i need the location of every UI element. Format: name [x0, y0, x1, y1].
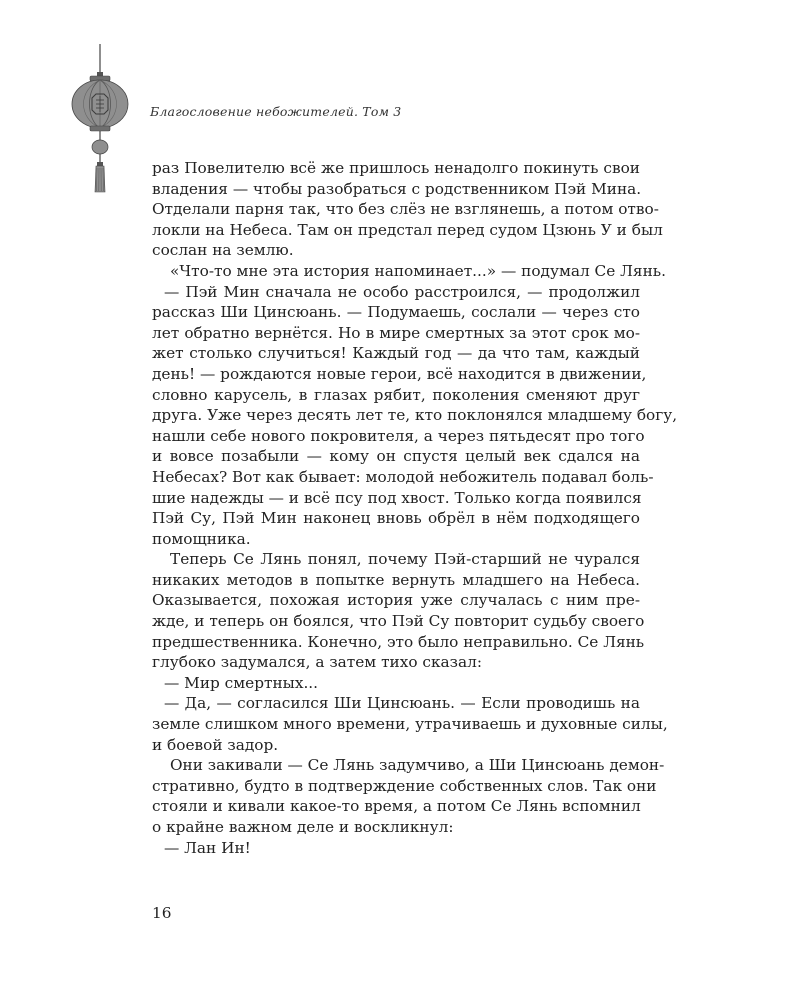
text-line: — Мир смертных... — [164, 673, 319, 692]
text-line: нашли себе нового покровителя, а через пятьдесят про того — [152, 426, 645, 445]
text-line: Отделали парня так, что без слёз не взглянешь, а потом отво- — [152, 200, 659, 219]
text-line: шие надежды — и всё псу под хвост. Только когда появился — [152, 488, 642, 507]
text-line: помощника. — [152, 529, 251, 548]
text-line: «Что-то мне эта история напоминает...» — подумал Се Лянь. — [170, 261, 666, 280]
text-line: Оказывается, похожая история уже случалась с ним пре- — [152, 591, 640, 610]
text-line: сослан на землю. — [152, 241, 294, 260]
page-number: 16 — [152, 904, 172, 922]
body-text — [152, 158, 678, 858]
text-line: Они закивали — Се Лянь задумчиво, а Ши Цинсюань демон- — [170, 756, 665, 775]
text-line: — Лан Ин! — [164, 838, 251, 857]
text-line: локли на Небеса. Там он предстал перед судом Цзюнь У и был — [152, 220, 663, 239]
text-line: стояли и кивали какое-то время, а потом Се Лянь вспомнил — [152, 797, 641, 816]
text-line: предшественника. Конечно, это было неправильно. Се Лянь — [152, 632, 645, 651]
text-line: о крайне важном деле и воскликнул: — [152, 818, 454, 836]
text-line: стративно, будто в подтверждение собственных слов. Так они — [152, 776, 657, 795]
text-line: Теперь Се Лянь понял, почему Пэй-старший не чурался — [170, 550, 640, 569]
text-line: лет обратно вернётся. Но в мире смертных за этот срок мо- — [152, 323, 640, 342]
text-line: жет столько случиться! Каждый год — да что там, каждый — [152, 344, 640, 363]
text-line: — Пэй Мин сначала не особо расстроился, — продолжил — [164, 282, 640, 301]
text-line: Пэй Су, Пэй Мин наконец вновь обрёл в нём подходящего — [152, 509, 640, 528]
hanging-lantern-icon — [70, 44, 130, 196]
text-line: день! — рождаются новые герои, всё находится в движении, — [152, 364, 647, 383]
text-line: земле слишком много времени, утрачиваешь и духовные силы, — [152, 715, 668, 734]
text-line: никаких методов в попытке вернуть младшего на Небеса. — [152, 570, 640, 589]
text-line: словно карусель, в глазах рябит, поколения сменяют друг — [152, 385, 640, 404]
text-line: раз Повелителю всё же пришлось ненадолго покинуть свои — [152, 159, 640, 177]
text-line: и боевой задор. — [152, 735, 279, 754]
text-line: глубоко задумался, а затем тихо сказал: — [152, 653, 483, 672]
text-line: жде, и теперь он боялся, что Пэй Су повторит судьбу своего — [152, 612, 645, 631]
text-line: владения — чтобы разобраться с родственником Пэй Мина. — [152, 179, 642, 198]
text-line: и вовсе позабыли — кому он спустя целый век сдался на — [152, 447, 640, 466]
text-line: — Да, — согласился Ши Цинсюань. — Если проводишь на — [164, 694, 640, 713]
text-line: друга. Уже через десять лет те, кто поклонялся младшему богу, — [152, 406, 678, 425]
running-title: Благословение небожителей. Том 3 — [150, 104, 402, 119]
text-line: рассказ Ши Цинсюань. — Подумаешь, сослали — через сто — [152, 303, 640, 322]
text-line: Небесах? Вот как бывает: молодой небожитель подавал боль- — [152, 467, 654, 486]
